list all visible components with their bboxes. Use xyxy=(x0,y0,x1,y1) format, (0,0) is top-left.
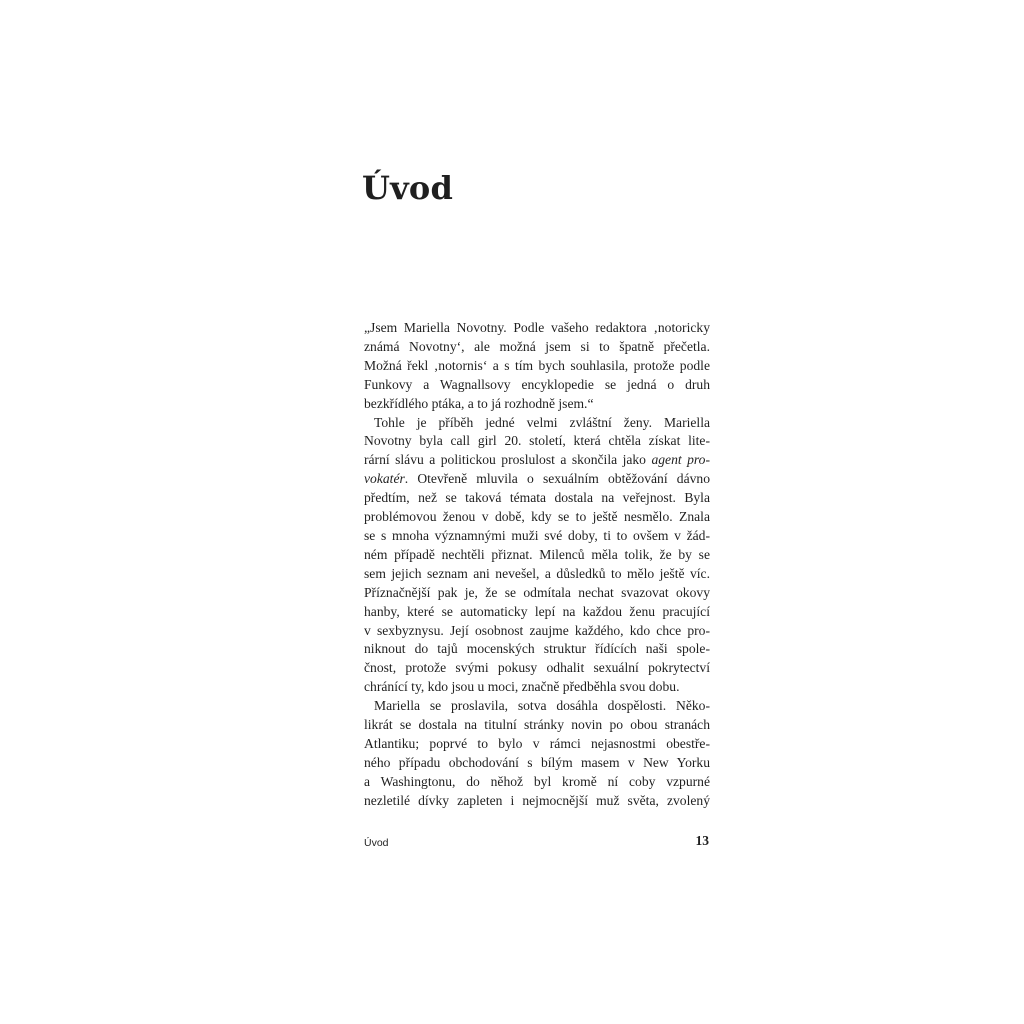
text-line: předtím, než se taková témata dostala na veřejnost. Byla xyxy=(364,490,710,506)
text-line: niknout do tajů mocenských struktur řídících naši spole- xyxy=(364,641,710,657)
text-line: nezletilé dívky zapleten i nejmocnější muž světa, zvolený xyxy=(364,792,710,808)
text-line: Atlantiku; poprvé to bylo v rámci nejasnostmi obestře- xyxy=(364,735,710,751)
text-segment: rární slávu a politickou proslulost a skončila jako xyxy=(364,452,646,468)
text-line: a Washingtonu, do něhož byl kromě ní coby vzpurné xyxy=(364,773,710,789)
text-line: Mariella se proslavila, sotva dosáhla dospělosti. Něko- xyxy=(374,698,710,714)
text-line: v sexbyznysu. Její osobnost zaujme každého, kdo chce pro- xyxy=(364,622,710,638)
text-segment: . Otevřeně mluvila o sexuálním obtěžování dávno xyxy=(404,471,710,487)
text-line: Funkovy a Wagnallsovy encyklopedie se jedná o druh xyxy=(364,376,710,392)
text-line: čnost, protože svými pokusy odhalit sexuální pokrytectví xyxy=(364,660,710,676)
text-line: sem jejich seznam ani nevešel, a důsledků to mělo ještě víc. xyxy=(364,565,710,581)
text-line: Možná řekl ‚notornis‘ a s tím bych souhlasila, protože podle xyxy=(364,357,710,373)
text-line: hanby, které se automaticky lepí na každou ženu pracující xyxy=(364,603,710,619)
text-line-with-italic xyxy=(364,470,710,489)
text-line: známá Novotny‘, ale možná jsem si to špatně přečetla. xyxy=(364,338,710,354)
text-line: chránící ty, kdo jsou u moci, značně předběhla svou dobu. xyxy=(364,679,680,695)
text-line: problémovou ženou v době, kdy se to ještě nesmělo. Znala xyxy=(364,509,710,525)
page-number: 13 xyxy=(695,833,709,848)
text-line: ného případu obchodování s bílým masem v New Yorku xyxy=(364,754,710,770)
body-text xyxy=(364,319,710,811)
text-line: ném případě nechtěli přiznat. Milenců měla tolik, že by se xyxy=(364,546,710,562)
text-line: se s mnoha významnými muži své doby, ti to ovšem v žád- xyxy=(364,527,710,543)
text-line-with-italic xyxy=(364,451,710,470)
text-line: Tohle je příběh jedné velmi zvláštní ženy. Mariella xyxy=(374,414,710,430)
chapter-title: Úvod xyxy=(362,169,454,207)
running-title: Úvod xyxy=(364,837,389,849)
italic-text: vokatér xyxy=(364,471,405,487)
text-line: likrát se dostala na titulní stránky novin po obou stranách xyxy=(364,717,710,733)
text-line: Novotny byla call girl 20. století, která chtěla získat lite- xyxy=(364,433,710,449)
text-line: Příznačnější pak je, že se odmítala nechat svazovat okovy xyxy=(364,584,710,600)
text-line: „Jsem Mariella Novotny. Podle vašeho redaktora ‚notoricky xyxy=(364,320,710,335)
italic-text: agent pro- xyxy=(651,452,710,468)
text-line: bezkřídlého ptáka, a to já rozhodně jsem.“ xyxy=(364,395,594,411)
